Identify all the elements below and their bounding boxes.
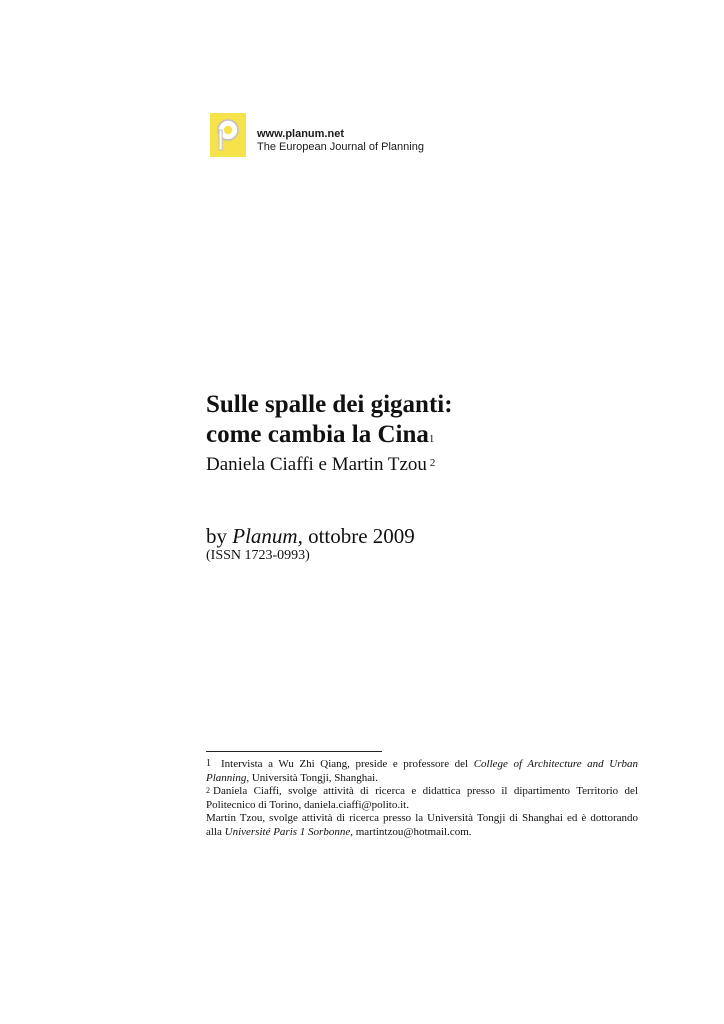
journal-header [257,128,424,154]
title-line-2 [206,420,646,450]
footnote-ref-1: 1 [428,433,435,445]
footnote-3-text-a: Martin Tzou, svolge attività di ricerca presso la Università Tongji di Shanghai ed è dottorando alla [206,812,638,838]
title-block [206,390,646,476]
authors-text: Daniela Ciaffi e Martin Tzou [206,454,427,475]
footnotes [206,758,638,839]
footnote-3-university: Université Paris 1 Sorbonne [224,825,351,838]
title-line-1: Sulle spalle dei giganti: [206,391,453,418]
footnote-2-number: 2 [206,786,210,795]
footnote-3 [206,812,638,839]
publication-line [206,523,415,549]
authors [206,454,646,476]
footnote-1-text-b: , Università Tongji, Shanghai. [246,771,378,784]
footnote-ref-2: 2 [429,457,436,469]
title-line-2-text: come cambia la Cina [206,421,429,448]
footnote-1-college: College of Architecture and Urban Planning [206,758,638,784]
footnote-3-text-b: , martintzou@hotmail.com. [350,825,472,838]
journal-url[interactable]: www.planum.net [257,128,344,140]
planum-logo [210,113,246,157]
footnote-divider [206,751,382,752]
publication-by: by [206,524,233,548]
planum-logo-icon [210,113,246,157]
publication-date: ottobre 2009 [302,524,415,548]
footnote-2-text: Daniela Ciaffi, svolge attività di ricerca e didattica presso il dipartimento Territorio del Politecnico di Torino, daniela.ciaffi@polito.it. [206,785,638,811]
footnote-2 [206,785,638,812]
footnote-1-text-a: Intervista a Wu Zhi Qiang, preside e professore del [221,758,474,770]
issn: (ISSN 1723-0993) [206,548,310,563]
publication-journal: Planum, [232,524,303,548]
journal-subtitle: The European Journal of Planning [257,141,424,153]
footnote-1 [206,758,638,785]
footnote-1-number: 1 [206,758,211,769]
